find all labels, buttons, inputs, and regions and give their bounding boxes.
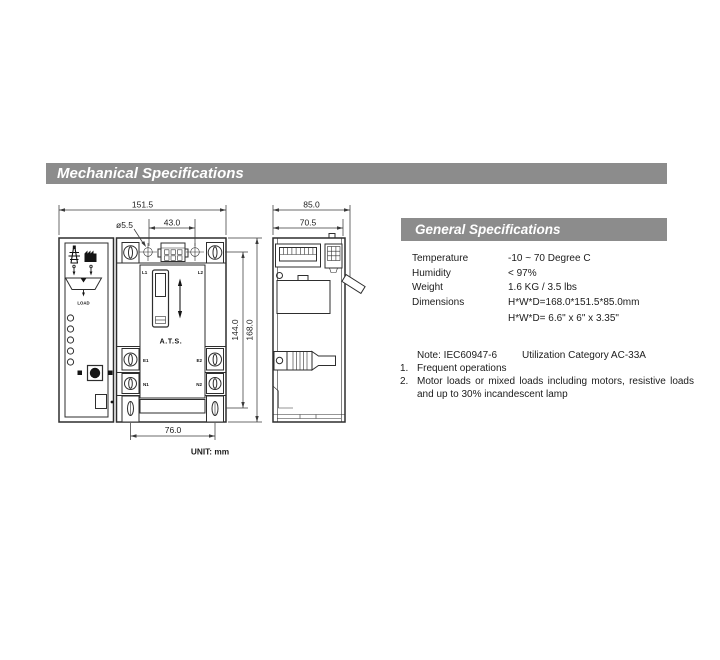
spec-label: Dimensions xyxy=(412,296,465,308)
svg-text:151.5: 151.5 xyxy=(131,199,154,210)
spec-label: Temperature xyxy=(412,253,469,264)
device-label: A.T.S. xyxy=(159,338,183,346)
side-terminal-block xyxy=(276,244,321,267)
note-item-text: Motor loads or mixed loads including motors, resistive loads and up to 30% incandescent lamp xyxy=(417,376,694,400)
note-item-text: Frequent operations xyxy=(417,363,507,374)
svg-text:85.0: 85.0 xyxy=(303,199,320,210)
svg-text:70.5: 70.5 xyxy=(299,217,317,228)
control-panel xyxy=(59,238,114,422)
svg-text:144.0: 144.0 xyxy=(230,319,240,341)
load-label: LOAD xyxy=(77,300,90,306)
terminal-label-l1: L1 xyxy=(142,270,148,275)
unit-note: UNIT: mm xyxy=(190,446,230,457)
general-specifications-title: General Specifications xyxy=(415,222,561,237)
note-standard: Note: IEC60947-6 xyxy=(417,350,498,361)
terminal-label-n1: N1 xyxy=(143,382,149,387)
note-utilization-category: Utilization Category AC-33A xyxy=(522,350,646,361)
mechanical-specifications-bar xyxy=(46,163,667,184)
mechanical-specifications-title: Mechanical Specifications xyxy=(57,165,244,182)
svg-text:168.0: 168.0 xyxy=(244,319,255,341)
mechanical-drawing xyxy=(50,190,380,470)
svg-text:ø5.5: ø5.5 xyxy=(116,220,134,230)
breaker-unit xyxy=(117,238,227,422)
spec-value: < 97% xyxy=(508,267,537,279)
dim-overall-width xyxy=(59,200,226,236)
spec-label: Humidity xyxy=(412,267,451,279)
note-item-2 xyxy=(400,375,694,401)
note-item-number: 2. xyxy=(400,376,409,387)
note-item-1 xyxy=(400,362,694,375)
spec-value: 1.6 KG / 3.5 lbs xyxy=(508,282,577,293)
svg-text:43.0: 43.0 xyxy=(163,217,181,228)
front-view xyxy=(59,238,226,422)
svg-text:76.0: 76.0 xyxy=(164,425,182,435)
side-grid-connector xyxy=(325,244,342,273)
side-view xyxy=(273,234,365,423)
spec-value: -10 ~ 70 Degree C xyxy=(508,253,591,264)
general-specifications-bar xyxy=(401,218,667,241)
terminal-label-l2: L2 xyxy=(197,270,203,275)
spec-value: H*W*D= 6.6" x 6" x 3.35" xyxy=(508,313,619,324)
note-block xyxy=(400,349,694,401)
terminal-label-n2: N2 xyxy=(196,382,202,387)
spec-row-weight xyxy=(412,281,697,296)
spec-value: H*W*D=168.0*151.5*85.0mm xyxy=(508,296,640,308)
note-header xyxy=(400,349,694,362)
spec-row-temperature xyxy=(412,252,697,267)
note-item-number: 1. xyxy=(400,363,409,374)
dim-foot-spacing xyxy=(131,423,216,440)
spec-row-humidity xyxy=(412,267,697,282)
spec-row-dimensions-inches xyxy=(412,312,697,327)
spec-label: Weight xyxy=(412,282,443,293)
terminal-label-e1: E1 xyxy=(143,358,149,363)
spec-label-spacer xyxy=(412,312,508,327)
breaker-face-panel xyxy=(140,265,205,398)
side-relay-box xyxy=(277,276,330,314)
spec-row-dimensions xyxy=(412,296,697,311)
control-connector xyxy=(158,243,188,262)
terminal-label-e2: E2 xyxy=(196,358,202,363)
general-specs-table xyxy=(412,252,697,327)
